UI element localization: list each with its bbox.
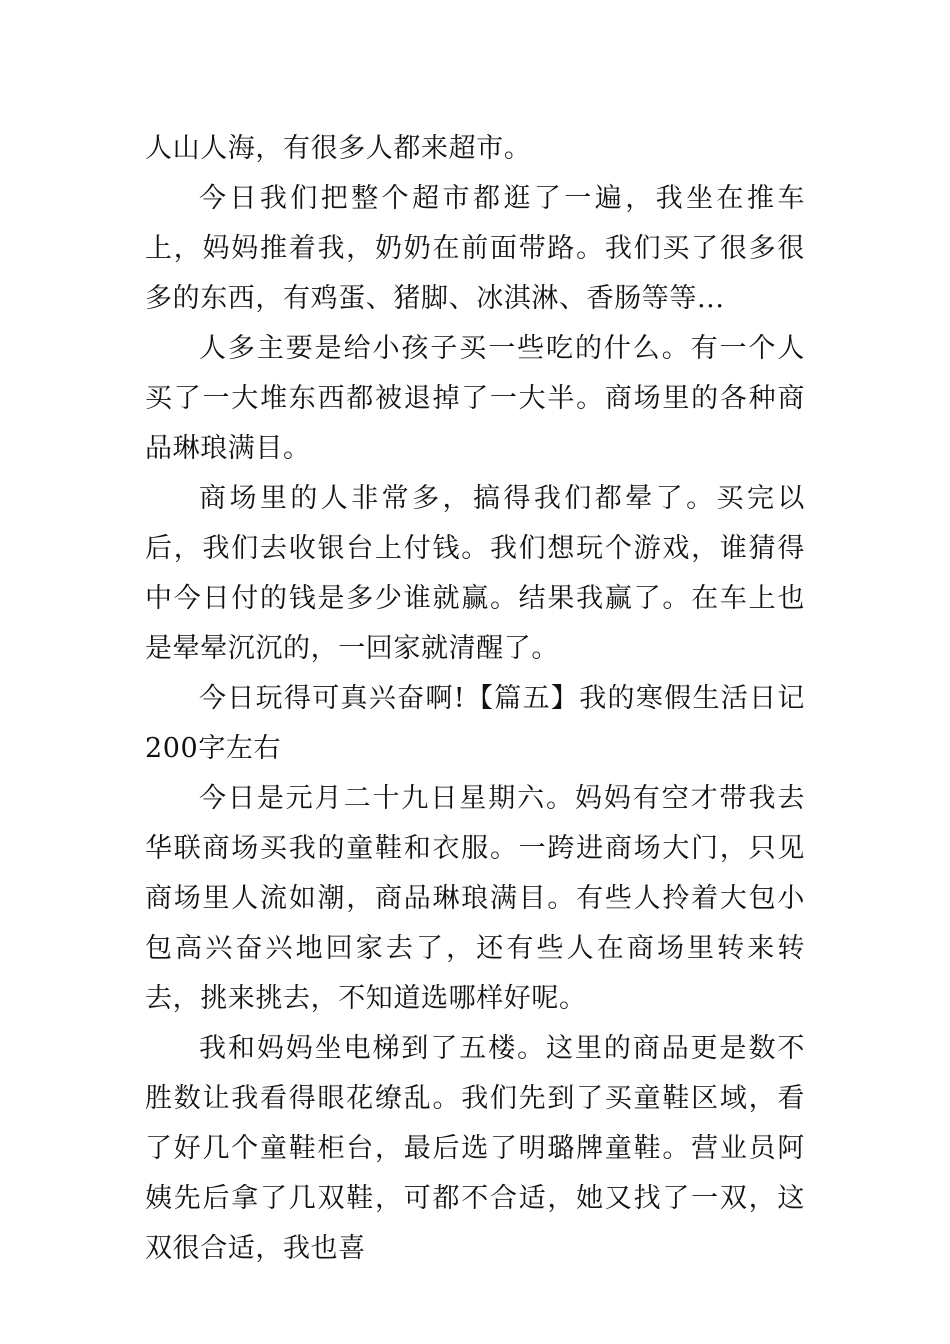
paragraph-4: 商场里的人非常多，搞得我们都晕了。买完以后，我们去收银台上付钱。我们想玩个游戏，谁猜得中今日付的钱是多少谁就赢。结果我赢了。在车上也是晕晕沉沉的，一回家就清醒了。: [145, 483, 805, 664]
paragraph-1: 人山人海，有很多人都来超市。: [145, 133, 532, 164]
paragraph-2: 今日我们把整个超市都逛了一遍，我坐在推车上，妈妈推着我，奶奶在前面带路。我们买了很多很多的东西，有鸡蛋、猪脚、冰淇淋、香肠等等...: [145, 183, 805, 314]
document-page: [145, 124, 805, 1274]
paragraph-7: 我和妈妈坐电梯到了五楼。这里的商品更是数不胜数让我看得眼花缭乱。我们先到了买童鞋区域，看了好几个童鞋柜台，最后选了明璐牌童鞋。营业员阿姨先后拿了几双鞋，可都不合适，她又找了一双，这双很合适，我也喜: [145, 1033, 805, 1264]
paragraph-3: 人多主要是给小孩子买一些吃的什么。有一个人买了一大堆东西都被退掉了一大半。商场里的各种商品琳琅满目。: [145, 333, 805, 464]
paragraph-5-section-heading: 今日玩得可真兴奋啊!【篇五】我的寒假生活日记200字左右: [145, 683, 805, 764]
paragraph-6: 今日是元月二十九日星期六。妈妈有空才带我去华联商场买我的童鞋和衣服。一跨进商场大门，只见商场里人流如潮，商品琳琅满目。有些人拎着大包小包高兴奋兴地回家去了，还有些人在商场里转来转去，挑来挑去，不知道选哪样好呢。: [145, 783, 805, 1014]
